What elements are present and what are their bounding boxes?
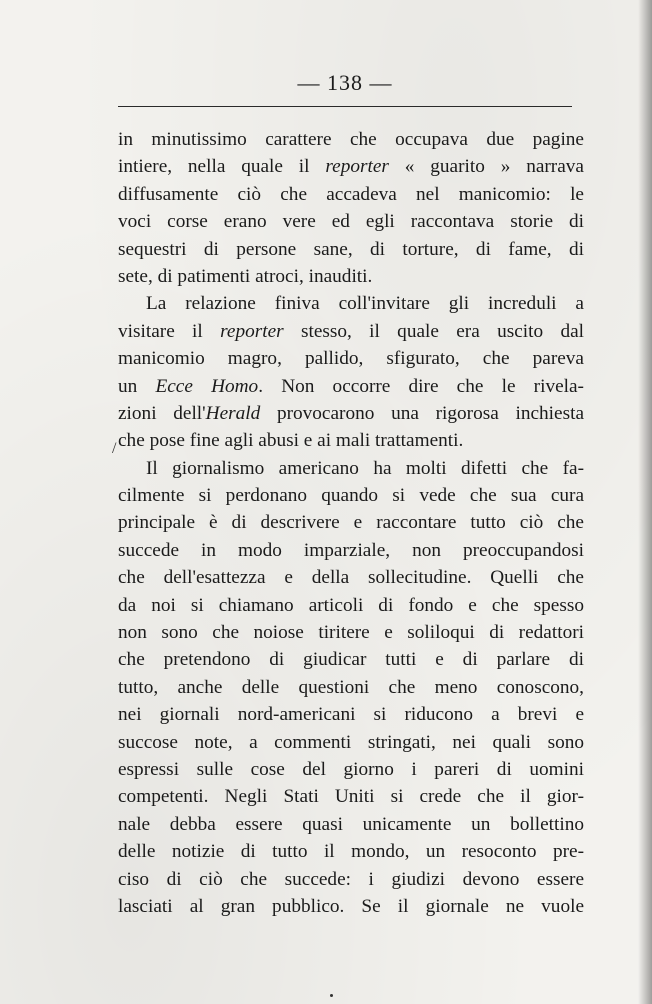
text-line: Il giornalismo americano ha molti difetti che fa-: [146, 457, 584, 479]
page-edge-shadow: [638, 0, 652, 1004]
text-line: in minutissimo carattere che occupava due pagine: [118, 129, 584, 150]
text-line: La relazione finiva coll'invitare gli increduli a: [146, 293, 584, 315]
speck: [330, 994, 333, 997]
text-line: nale debba essere quasi unicamente un bollettino: [118, 813, 584, 835]
text-line: cilmente si perdonano quando si vede che sua cura: [118, 485, 584, 507]
text-line: che dell'esattezza e della sollecitudine. Quelli che: [118, 567, 584, 589]
text-line: succose note, a commenti stringati, nei quali sono: [118, 731, 584, 753]
text-line: principale è di descrivere e raccontare tutto ciò che: [118, 512, 584, 534]
body-text: [118, 126, 584, 920]
text-line: che pose fine agli abusi e ai mali trattamenti.: [118, 430, 464, 452]
text-line: sequestri di persone sane, di torture, di fame, di: [118, 238, 584, 260]
text-line: delle notizie di tutto il mondo, un resoconto pre-: [118, 841, 584, 863]
text-line: ciso di ciò che succede: i giudizi devono essere: [118, 868, 584, 890]
header-rule: [118, 106, 572, 107]
text-line: da noi si chiamano articoli di fondo e che spesso: [118, 594, 584, 616]
text-line: nei giornali nord-americani si riducono a brevi e: [118, 704, 584, 726]
text-line: competenti. Negli Stati Uniti si crede che il gior-: [118, 786, 584, 808]
text-line: un Ecce Homo. Non occorre dire che le rivela-: [118, 375, 584, 397]
text-line: visitare il reporter stesso, il quale era uscito dal: [118, 320, 584, 342]
text-line: zioni dell'Herald provocarono una rigorosa inchiesta: [118, 402, 585, 424]
italic-term: Ecce Homo: [155, 375, 259, 397]
italic-term: reporter: [325, 156, 389, 178]
text-line: non sono che noiose tiritere e soliloqui di redattori: [118, 622, 584, 644]
text-line: che pretendono di giudicar tutti e di parlare di: [118, 649, 584, 671]
text-line: sete, di patimenti atroci, inauditi.: [118, 265, 373, 287]
text-line: tutto, anche delle questioni che meno conoscono,: [118, 676, 584, 698]
text-line: diffusamente ciò che accadeva nel manicomio: le: [118, 183, 584, 205]
italic-term: Herald: [205, 402, 261, 424]
margin-pencil-mark: /: [112, 440, 117, 457]
text-line: espressi sulle cose del giorno i pareri di uomini: [118, 758, 584, 780]
text-line: voci corse erano vere ed egli raccontava storie di: [118, 211, 584, 233]
italic-term: reporter: [220, 320, 284, 342]
page-number: — 138 —: [297, 70, 393, 95]
text-line: manicomio magro, pallido, sfigurato, che pareva: [118, 348, 584, 370]
text-line: succede in modo imparziale, non preoccupandosi: [118, 539, 584, 561]
text-line: intiere, nella quale il reporter « guarito » narrava: [118, 156, 584, 178]
text-line: lasciati al gran pubblico. Se il giornale ne vuole: [118, 895, 584, 917]
